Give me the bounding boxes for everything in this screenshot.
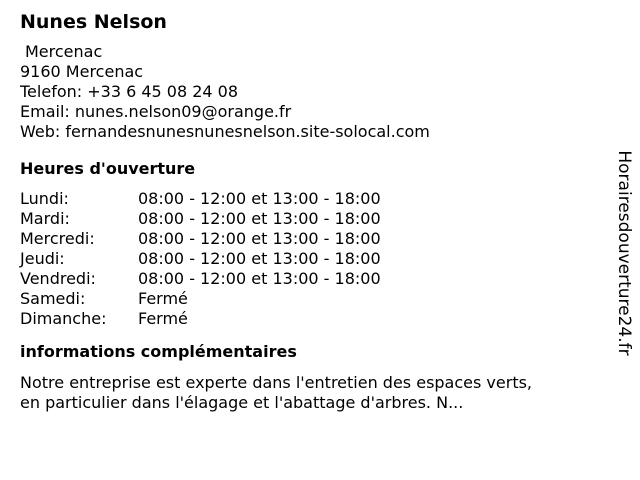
hours-row-saturday [20,289,600,309]
brand-watermark: Horairesdouverture24.fr [614,150,634,356]
info-text-line-1: Notre entreprise est experte dans l'entretien des espaces verts, [20,373,533,392]
hours-time: Fermé [138,289,188,308]
address-line-1: Mercenac [25,42,103,61]
hours-day: Jeudi: [20,249,65,268]
hours-time: 08:00 - 12:00 et 13:00 - 18:00 [138,229,381,248]
business-card [20,10,600,413]
hours-day: Vendredi: [20,269,96,288]
hours-row-sunday [20,309,600,329]
web-line: Web: fernandesnunesnunesnelson.site-solocal.com [20,122,430,141]
hours-time: 08:00 - 12:00 et 13:00 - 18:00 [138,189,381,208]
hours-heading: Heures d'ouverture [20,159,196,178]
hours-time: 08:00 - 12:00 et 13:00 - 18:00 [138,209,381,228]
info-heading: informations complémentaires [20,342,297,361]
address-line-2: 9160 Mercenac [20,62,144,81]
info-text-line-2: en particulier dans l'élagage et l'abattage d'arbres. N... [20,393,464,412]
hours-row-tuesday [20,209,600,229]
hours-day: Mardi: [20,209,70,228]
hours-row-thursday [20,249,600,269]
hours-day: Lundi: [20,189,69,208]
hours-time: Fermé [138,309,188,328]
hours-row-wednesday [20,229,600,249]
phone-line: Telefon: +33 6 45 08 24 08 [20,82,239,101]
hours-time: 08:00 - 12:00 et 13:00 - 18:00 [138,249,381,268]
hours-table [20,189,600,329]
hours-time: 08:00 - 12:00 et 13:00 - 18:00 [138,269,381,288]
hours-row-friday [20,269,600,289]
hours-day: Samedi: [20,289,86,308]
email-line: Email: nunes.nelson09@orange.fr [20,102,292,121]
hours-day: Dimanche: [20,309,107,328]
business-name: Nunes Nelson [20,11,167,33]
hours-day: Mercredi: [20,229,95,248]
hours-row-monday [20,189,600,209]
